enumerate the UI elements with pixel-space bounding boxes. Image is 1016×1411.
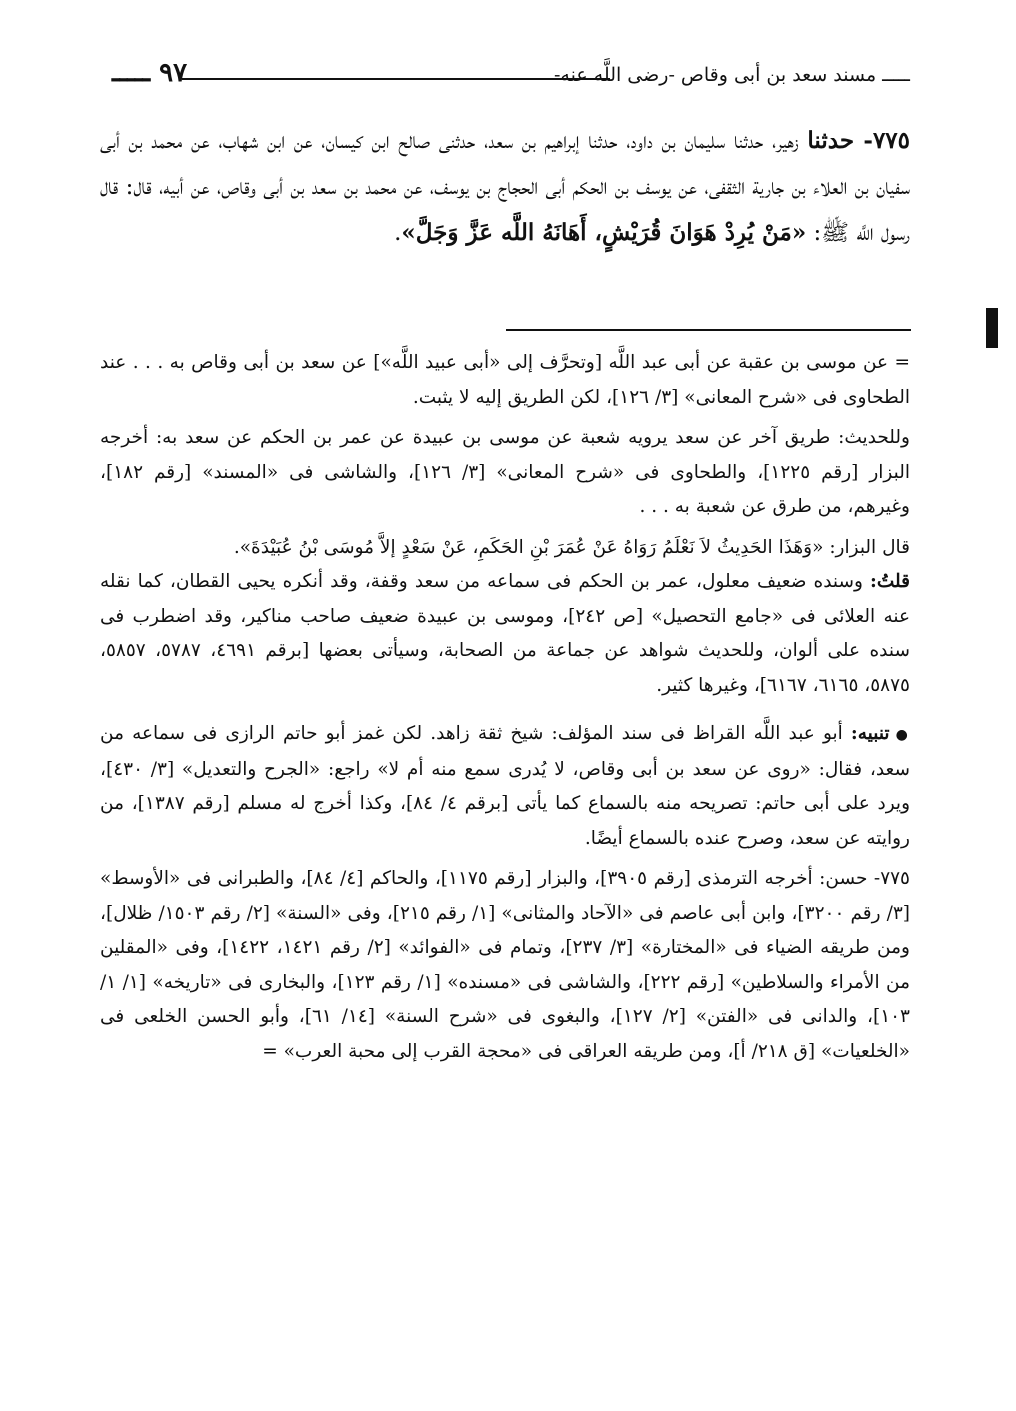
footnotes: [100, 346, 910, 1069]
footnote-author-comment: [100, 565, 910, 703]
running-header: [100, 58, 910, 98]
hadith-text: [100, 118, 910, 257]
comment-label: قلتُ:: [870, 571, 910, 592]
notice-text: أبو عبد اللَّه القراظ فى سند المؤلف: شيخ ثقة زاهد. لكن غمز أبو حاتم الرازى فى سماعه من سعد، فقال: «روى عن سعد بن أبى وقاص، لا يُدرى سمع منه أم لا» راجع: «الجرح والتعديل» [٣/ ٤٣٠]، ويرد على أبى حاتم: تصريحه منه بالسماع كما يأتى [برقم ٤/ ٨٤]، وكذا أخرج له مسلم [رقم ١٣٨٧]، من روايته عن سعد، وصرح عنده بالسماع أيضًا.: [100, 723, 911, 849]
prophet-quote: «مَنْ يُرِدْ هَوَانَ قُرَيْشٍ، أَهَانَهُ اللَّه عَزَّ وَجَلَّ»: [401, 219, 807, 246]
footnote-continuation: = عن موسى بن عقبة عن أبى عبد اللَّه [وتحرَّف إلى «أبى عبيد اللَّه»] عن سعد بن أبى وقاص به . . . عند الطحاوى فى «شرح المعانى» [٣/ ١٢٦]، لكن الطريق إليه لا يثبت.: [100, 352, 910, 408]
footnote-takhrij: ٧٧٥- حسن: أخرجه الترمذى [رقم ٣٩٠٥]، والبزار [رقم ١١٧٥]، والحاكم [٤/ ٨٤]، والطبرانى فى «الأوسط» [٣/ رقم ٣٢٠٠]، وابن أبى عاصم فى «الآحاد والمثانى» [١/ رقم ٢١٥]، وفى «السنة» [٢/ رقم ١٥٠٣/ ظلال]، ومن طريقه الضياء فى «المختارة» [٣/ ٢٣٧]، وتمام فى «الفوائد» [٢/ رقم ١٤٢١، ١٤٢٢]، وفى «المقلين من الأمراء والسلاطين» [رقم ٢٢٢]، والشاشى فى «مسنده» [١/ رقم ١٢٣]، والبخارى فى «تاريخه» [١/ ١/ ١٠٣]، والدانى فى «الفتن» [٢/ ١٢٧]، والبغوى فى «شرح السنة» [١٤/ ٦١]، وأبو الحسن الخلعى فى «الخلعيات» [ق ٢١٨/ أ]، ومن طريقه العراقى فى «محجة القرب إلى محبة العرب» =: [100, 868, 911, 1062]
footnote-bazzar-quote: قال البزار: «وَهَذَا الحَدِيثُ لاَ نَعْلَمُ رَوَاهُ عَنْ عُمَرَ بْنِ الحَكَمِ، عَنْ سَعْدٍ إلاَّ مُوسَى بْنُ عُبَيْدَةَ».: [233, 536, 910, 558]
footnote-notice: [100, 717, 910, 856]
hadith-end: .: [394, 220, 402, 246]
footnote-other-route: وللحديث: طريق آخر عن سعد يرويه شعبة عن موسى بن عبيدة عن عمر بن الحكم عن سعد به: أخرجه البزار [رقم ١٢٢٥]، والطحاوى فى «شرح المعانى» [٣/ ١٢٦]، والشاشى فى «المسند» [رقم ١٨٢]، وغيرهم، من طرق عن شعبة به . . .: [100, 427, 910, 517]
header-title: ـــــ مسند سعد بن أبى وقاص -رضى اللَّه عنه-: [554, 64, 910, 86]
hadith-paragraph: [100, 118, 910, 257]
comment-text: وسنده ضعيف معلول، عمر بن الحكم فى سماعه من سعد وقفة، وقد أنكره يحيى القطان، كما نقله عنه العلائى فى «جامع التحصيل» [ص ٢٤٢]، وموسى بن عبيدة ضعيف صاحب مناكير، وقد اضطرب فى سنده على ألوان، وللحديث شواهد عن جماعة من الصحابة، وسيأتى بعضها [برقم ٤٦٩١، ٥٧٨٧، ٥٨٥٧، ٥٨٧٥، ٦١٦٥، ٦١٦٧]، وغيرها كثير.: [100, 571, 910, 696]
hadith-chain: زهير، حدثنا سليمان بن داود، حدثنا إبراهيم بن سعد، حدثنى صالح ابن كيسان، عن ابن شهاب، عن محمد بن أبى سفيان بن العلاء بن جارية الثقفى، عن يوسف بن الحكم أبى الحجاج بن يوسف، عن محمد بن سعد بن أبى وقاص، عن أبيه، قال: قال رسول اللَّه ﷺ:: [100, 128, 910, 246]
notice-label: تنبيه:: [850, 723, 890, 744]
header-rule: [182, 78, 610, 80]
margin-mark: [986, 308, 998, 348]
footnote-separator: [506, 329, 911, 331]
page-number: ٩٧ ـــــ: [112, 58, 188, 88]
bullet-icon: ●: [895, 727, 911, 743]
hadith-number: ٧٧٥- حدثنا: [807, 127, 910, 154]
